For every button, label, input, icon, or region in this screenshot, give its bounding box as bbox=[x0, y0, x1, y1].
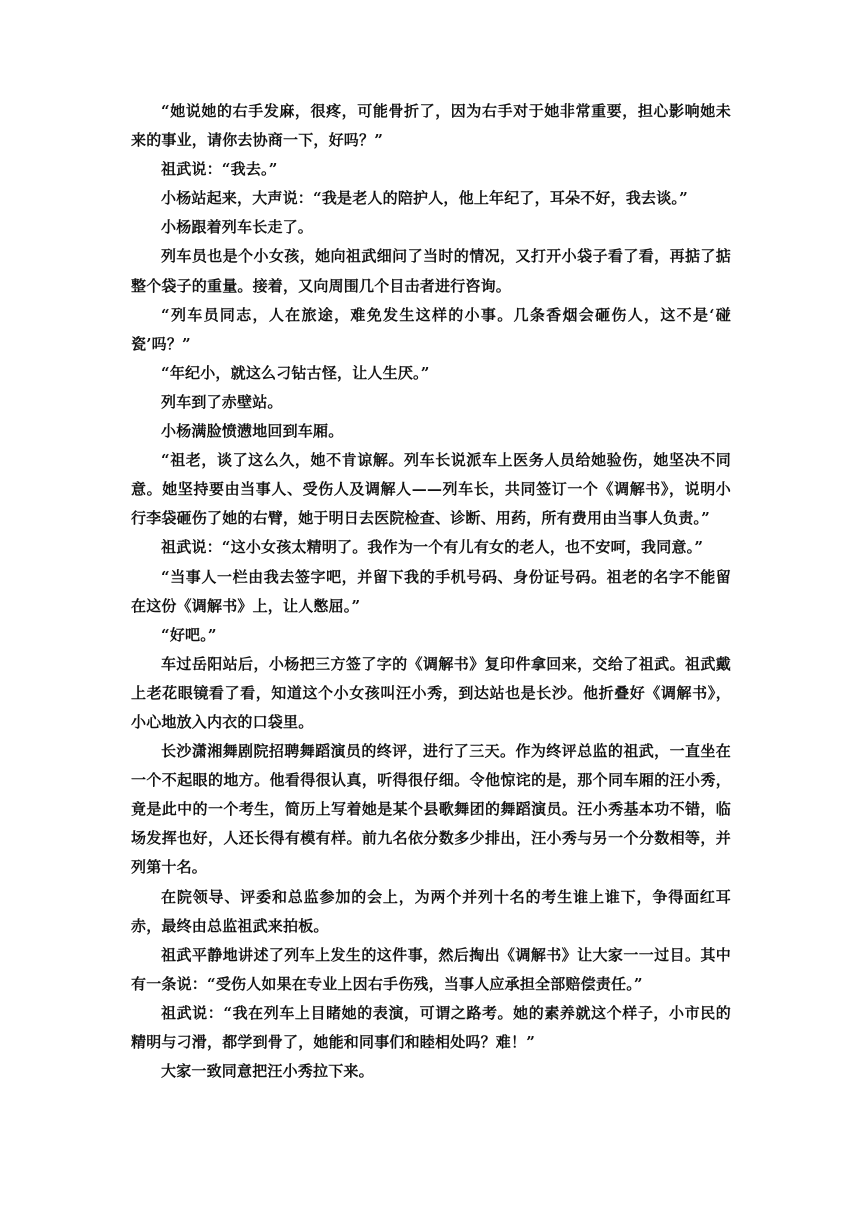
paragraph: 小杨站起来，大声说：“我是老人的陪护人，他上年纪了，耳朵不好，我去谈。” bbox=[161, 189, 688, 208]
paragraph: 祖武说：“这小女孩太精明了。我作为一个有儿有女的老人，也不安呵，我同意。” bbox=[161, 538, 704, 557]
paragraph: 小杨跟着列车长走了。 bbox=[161, 218, 314, 237]
paragraph: “祖老，谈了这么久，她不肯谅解。列车长说派车上医务人员给她验伤，她坚决不同意。她坚持要由当事人、受伤人及调解人——列车长，共同签订一个《调解书》，说明小行李袋砸伤了她的右臂，她于明日去医院检查、诊断、用药，所有费用由当事人负责。” bbox=[131, 451, 731, 528]
paragraph: 列车员也是个小女孩，她向祖武细问了当时的情况，又打开小袋子看了看，再掂了掂整个袋子的重量。接着，又向周围几个目击者进行咨询。 bbox=[131, 247, 731, 295]
paragraph: 在院领导、评委和总监参加的会上，为两个并列十名的考生谁上谁下，争得面红耳赤，最终由总监祖武来拍板。 bbox=[131, 887, 731, 935]
paragraph: 祖武平静地讲述了列车上发生的这件事，然后掏出《调解书》让大家一一过目。其中有一条说：“受伤人如果在专业上因右手伤残，当事人应承担全部赔偿责任。” bbox=[131, 945, 731, 993]
paragraph: 祖武说：“我去。” bbox=[161, 160, 278, 179]
paragraph: “好吧。” bbox=[161, 625, 217, 644]
paragraph: 车过岳阳站后，小杨把三方签了字的《调解书》复印件拿回来，交给了祖武。祖武戴上老花眼镜看了看，知道这个小女孩叫汪小秀，到达站也是长沙。他折叠好《调解书》，小心地放入内衣的口袋里。 bbox=[131, 654, 731, 731]
paragraph: 长沙潇湘舞剧院招聘舞蹈演员的终评，进行了三天。作为终评总监的祖武，一直坐在一个不起眼的地方。他看得很认真，听得很仔细。令他惊诧的是，那个同车厢的汪小秀，竟是此中的一个考生，简历上写着她是某个县歌舞团的舞蹈演员。汪小秀基本功不错，临场发挥也好，人还长得有模有样。前九名依分数多少排出，汪小秀与另一个分数相等，并列第十名。 bbox=[131, 742, 731, 877]
story-text bbox=[131, 97, 731, 1086]
paragraph: 列车到了赤壁站。 bbox=[161, 392, 283, 411]
paragraph: “列车员同志，人在旅途，难免发生这样的小事。几条香烟会砸伤人，这不是‘碰瓷’吗？” bbox=[131, 305, 731, 353]
paragraph: 祖武说：“我在列车上目睹她的表演，可谓之路考。她的素养就这个样子，小市民的精明与刁滑，都学到骨了，她能和同事们和睦相处吗？难！” bbox=[131, 1003, 731, 1051]
paragraph: 小杨满脸愤懑地回到车厢。 bbox=[161, 422, 344, 441]
paragraph: 大家一致同意把汪小秀拉下来。 bbox=[161, 1062, 374, 1081]
paragraph: “当事人一栏由我去签字吧，并留下我的手机号码、身份证号码。祖老的名字不能留在这份《调解书》上，让人憋屈。” bbox=[131, 567, 731, 615]
paragraph: “她说她的右手发麻，很疼，可能骨折了，因为右手对于她非常重要，担心影响她未来的事业，请你去协商一下，好吗？” bbox=[131, 102, 731, 150]
paragraph: “年纪小，就这么刁钻古怪，让人生厌。” bbox=[161, 363, 430, 382]
